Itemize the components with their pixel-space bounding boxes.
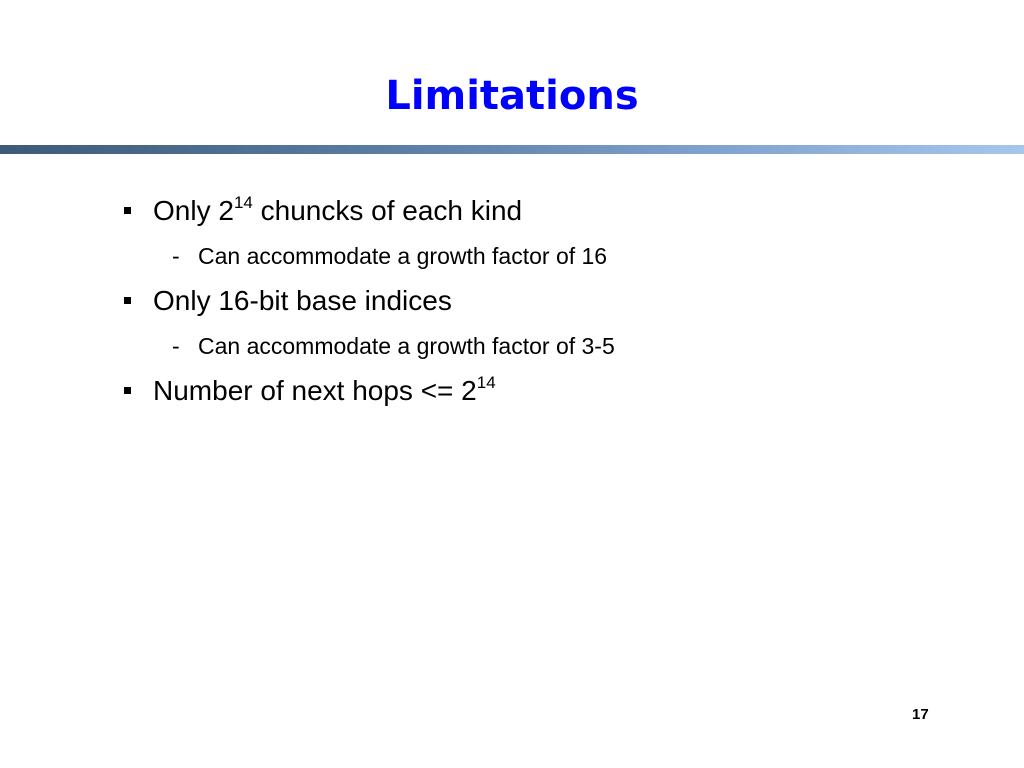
bullet-text-part: Number of next hops <= 2 xyxy=(153,375,477,406)
bullet-text-part: Only 16-bit base indices xyxy=(153,285,452,316)
bullet-text-part: Only 2 xyxy=(153,195,234,226)
sub-bullet-text: Can accommodate a growth factor of 16 xyxy=(198,243,608,269)
square-bullet-icon xyxy=(124,297,131,304)
bullet-text xyxy=(153,374,496,408)
superscript: 14 xyxy=(233,192,253,212)
dash-bullet-icon: - xyxy=(172,333,180,359)
dash-bullet-icon: - xyxy=(172,243,180,269)
superscript: 14 xyxy=(476,372,496,392)
square-bullet-icon xyxy=(124,387,131,394)
square-bullet-icon xyxy=(124,207,131,214)
page-number: 17 xyxy=(912,706,929,723)
bullet-text xyxy=(153,284,452,318)
bullet-text-part: chuncks of each kind xyxy=(252,195,523,226)
sub-bullet-text: Can accommodate a growth factor of 3-5 xyxy=(198,333,615,359)
bullet-text xyxy=(153,194,522,228)
slide-title: Limitations xyxy=(385,73,639,119)
